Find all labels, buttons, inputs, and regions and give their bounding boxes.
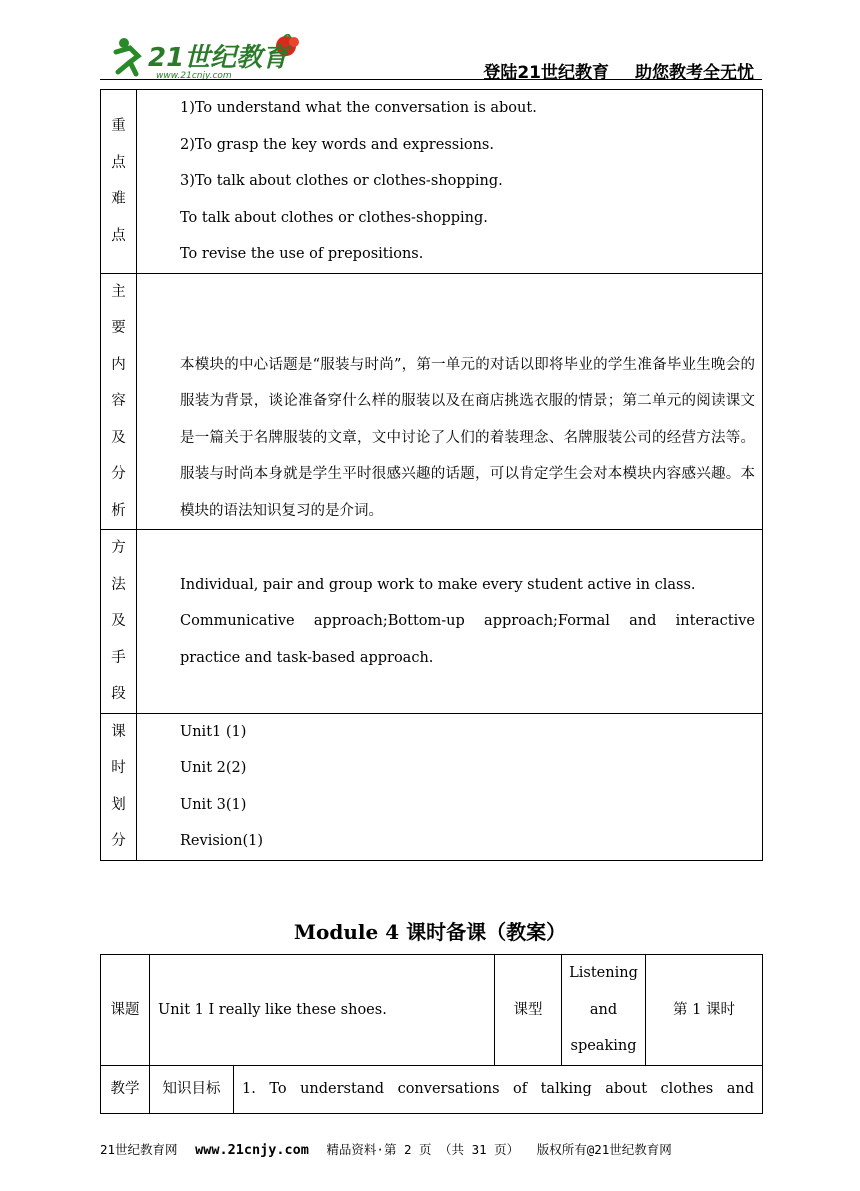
footer-page-info: 精品资料·第 2 页 （共 31 页） bbox=[326, 1142, 520, 1157]
slogan-left: 登陆21世纪教育 bbox=[483, 63, 609, 83]
row-label-schedule: 课 时 划 分 bbox=[101, 713, 137, 860]
table-row bbox=[101, 273, 763, 530]
content-analysis-text: 本模块的中心话题是“服装与时尚”，第一单元的对话以即将毕业的学生准备毕业生晚会的服装为背景，谈论准备穿什么样的服装以及在商店挑选衣服的情景；第二单元的阅读课文是一篇关于名牌服装的文章，文中讨论了人们的着装理念、名牌服装公司的经营方法等。服装与时尚本身就是学生平时很感兴趣的话题，可以肯定学生会对本模块内容感兴趣。本模块的语法知识复习的是介词。 bbox=[137, 273, 763, 530]
footer-site: 21世纪教育网 bbox=[100, 1142, 178, 1157]
methods-content: Individual, pair and group work to make every student active in class. Communicative approach;Bottom-up approach;Formal and interactive practice and task-based approach. bbox=[137, 530, 763, 714]
type-label: 课型 bbox=[495, 955, 562, 1066]
schedule-content: Unit1 (1) Unit 2(2) Unit 3(1) Revision(1) bbox=[137, 713, 763, 860]
table-row bbox=[101, 90, 763, 274]
type-value: Listening and speaking bbox=[562, 955, 646, 1066]
svg-text:www.21cnjy.com: www.21cnjy.com bbox=[156, 71, 232, 80]
row-label-key-points: 重 点 难 点 bbox=[101, 90, 137, 274]
table-row bbox=[101, 955, 763, 1066]
period-value: 第 1 课时 bbox=[646, 955, 763, 1066]
header-divider bbox=[100, 79, 762, 80]
topic-value: Unit 1 I really like these shoes. bbox=[150, 955, 495, 1066]
teaching-label: 教学 bbox=[101, 1065, 150, 1113]
topic-label: 课题 bbox=[101, 955, 150, 1066]
row-label-methods: 方 法 及 手 段 bbox=[101, 530, 137, 714]
page-header bbox=[100, 28, 762, 83]
knowledge-goal-content: 1. To understand conversations of talking about clothes and bbox=[234, 1065, 763, 1113]
runner-logo-icon bbox=[108, 34, 308, 80]
key-points-content: 1)To understand what the conversation is about. 2)To grasp the key words and expressions. 3)To talk about clothes or clothes-shopping. To talk about clothes or clothes-shopping. To revise the use of prepositions. bbox=[137, 90, 763, 274]
slogan-right: 助您教考全无忧 bbox=[635, 63, 754, 83]
table-row bbox=[101, 1065, 763, 1113]
lesson-plan-table bbox=[100, 954, 763, 1114]
knowledge-goal-label: 知识目标 bbox=[150, 1065, 234, 1113]
site-logo bbox=[108, 34, 308, 80]
svg-text:21世纪教育: 21世纪教育 bbox=[148, 43, 289, 73]
table-row bbox=[101, 530, 763, 714]
table-row bbox=[101, 713, 763, 860]
page-footer bbox=[100, 1140, 762, 1158]
page-title: Module 4 课时备课（教案） bbox=[293, 920, 567, 944]
module-overview-table bbox=[100, 89, 763, 861]
row-label-content-analysis: 主 要 内 容 及 分 析 bbox=[101, 273, 137, 530]
footer-copyright: 版权所有@21世纪教育网 bbox=[536, 1142, 672, 1157]
footer-url[interactable]: www.21cnjy.com bbox=[195, 1142, 309, 1158]
